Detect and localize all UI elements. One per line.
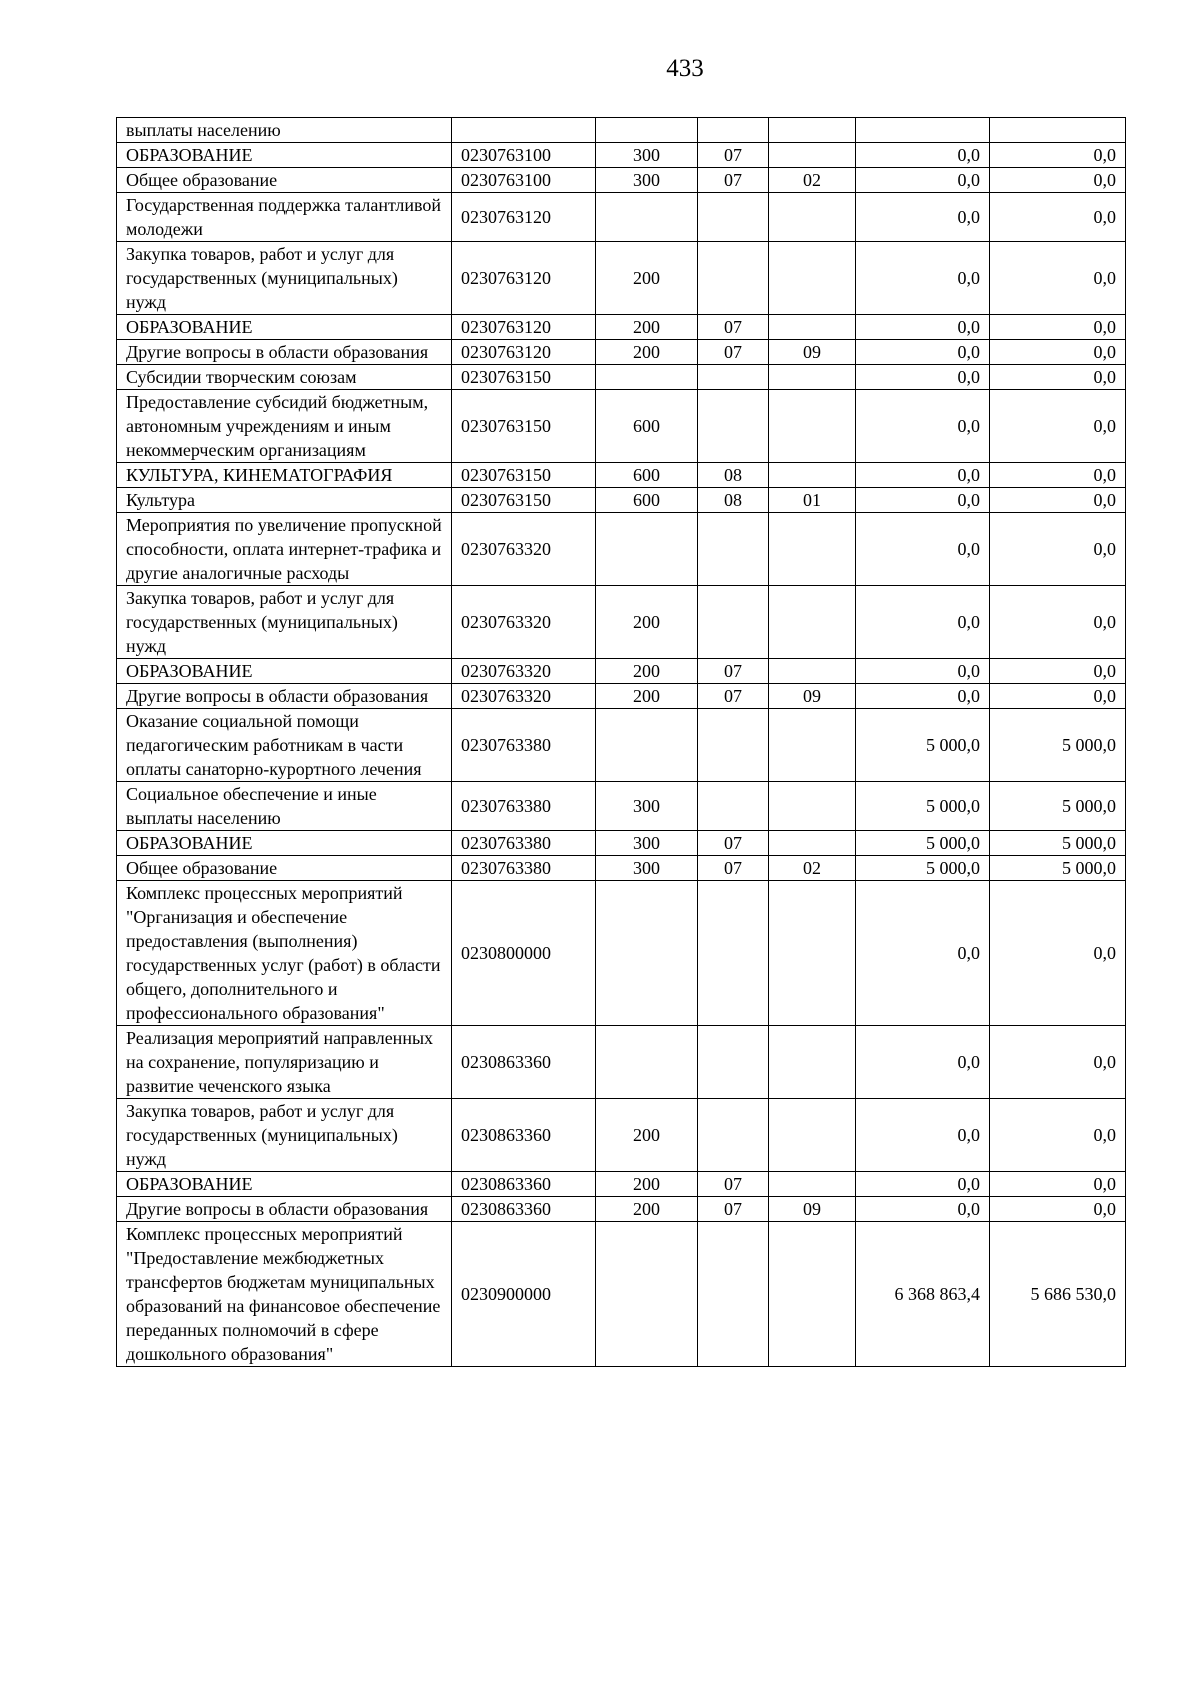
table-row <box>117 315 1126 340</box>
cell-name: Мероприятия по увеличение пропускной способности, оплата интернет-трафика и другие аналогичные расходы <box>117 513 452 586</box>
cell-section <box>698 881 769 1026</box>
cell-section <box>698 193 769 242</box>
cell-target-code: 0230863360 <box>452 1172 596 1197</box>
cell-name: Общее образование <box>117 168 452 193</box>
cell-amount-year-1: 0,0 <box>856 586 990 659</box>
cell-subsection <box>769 143 856 168</box>
cell-section <box>698 242 769 315</box>
cell-amount-year-2: 0,0 <box>990 488 1126 513</box>
cell-target-code: 0230763150 <box>452 365 596 390</box>
cell-subsection: 09 <box>769 1197 856 1222</box>
cell-amount-year-2: 5 000,0 <box>990 831 1126 856</box>
cell-target-code: 0230763150 <box>452 488 596 513</box>
cell-amount-year-1: 0,0 <box>856 659 990 684</box>
cell-amount-year-1: 0,0 <box>856 488 990 513</box>
cell-expense-type: 200 <box>596 684 698 709</box>
cell-section: 07 <box>698 1197 769 1222</box>
table-row <box>117 143 1126 168</box>
cell-amount-year-2: 0,0 <box>990 242 1126 315</box>
cell-target-code: 0230763120 <box>452 340 596 365</box>
cell-expense-type: 600 <box>596 463 698 488</box>
cell-target-code: 0230763320 <box>452 513 596 586</box>
cell-amount-year-2: 5 686 530,0 <box>990 1222 1126 1367</box>
cell-section: 08 <box>698 488 769 513</box>
table-row <box>117 1222 1126 1367</box>
cell-expense-type: 200 <box>596 586 698 659</box>
cell-expense-type <box>596 881 698 1026</box>
cell-amount-year-1: 0,0 <box>856 1197 990 1222</box>
cell-amount-year-2: 0,0 <box>990 513 1126 586</box>
cell-section <box>698 1026 769 1099</box>
cell-expense-type <box>596 513 698 586</box>
cell-amount-year-1: 5 000,0 <box>856 856 990 881</box>
cell-target-code: 0230863360 <box>452 1026 596 1099</box>
cell-amount-year-2: 0,0 <box>990 143 1126 168</box>
cell-subsection <box>769 586 856 659</box>
cell-amount-year-2: 0,0 <box>990 881 1126 1026</box>
cell-target-code: 0230900000 <box>452 1222 596 1367</box>
cell-amount-year-2: 0,0 <box>990 1099 1126 1172</box>
cell-expense-type <box>596 1026 698 1099</box>
cell-amount-year-2: 0,0 <box>990 390 1126 463</box>
table-row <box>117 1172 1126 1197</box>
cell-amount-year-2: 0,0 <box>990 1026 1126 1099</box>
cell-section: 07 <box>698 315 769 340</box>
cell-subsection <box>769 881 856 1026</box>
cell-name: Закупка товаров, работ и услуг для государственных (муниципальных) нужд <box>117 1099 452 1172</box>
cell-name: КУЛЬТУРА, КИНЕМАТОГРАФИЯ <box>117 463 452 488</box>
table-row <box>117 365 1126 390</box>
table-row <box>117 1099 1126 1172</box>
cell-target-code: 0230763120 <box>452 242 596 315</box>
cell-name: Комплекс процессных мероприятий "Предоставление межбюджетных трансфертов бюджетам муниципальных образований на финансовое обеспечение переданных полномочий в сфере дошкольного образования" <box>117 1222 452 1367</box>
cell-expense-type: 300 <box>596 831 698 856</box>
cell-section <box>698 586 769 659</box>
cell-target-code: 0230763380 <box>452 831 596 856</box>
cell-name: ОБРАЗОВАНИЕ <box>117 831 452 856</box>
cell-name: Комплекс процессных мероприятий "Организация и обеспечение предоставления (выполнения) государственных услуг (работ) в области общего, дополнительного и профессионального образования" <box>117 881 452 1026</box>
cell-section <box>698 1099 769 1172</box>
cell-amount-year-2: 0,0 <box>990 365 1126 390</box>
cell-target-code: 0230763100 <box>452 168 596 193</box>
table-row <box>117 340 1126 365</box>
cell-target-code: 0230763120 <box>452 315 596 340</box>
cell-name: Другие вопросы в области образования <box>117 340 452 365</box>
cell-name: Другие вопросы в области образования <box>117 1197 452 1222</box>
cell-subsection <box>769 709 856 782</box>
table-row <box>117 193 1126 242</box>
cell-expense-type: 200 <box>596 315 698 340</box>
cell-subsection <box>769 118 856 143</box>
cell-subsection <box>769 513 856 586</box>
cell-expense-type: 300 <box>596 782 698 831</box>
cell-subsection <box>769 463 856 488</box>
cell-amount-year-1: 0,0 <box>856 242 990 315</box>
cell-section: 08 <box>698 463 769 488</box>
cell-subsection <box>769 390 856 463</box>
cell-subsection: 09 <box>769 340 856 365</box>
cell-amount-year-1: 0,0 <box>856 193 990 242</box>
table-row <box>117 488 1126 513</box>
cell-name: ОБРАЗОВАНИЕ <box>117 143 452 168</box>
cell-amount-year-1: 0,0 <box>856 1099 990 1172</box>
table-row <box>117 586 1126 659</box>
cell-subsection: 09 <box>769 684 856 709</box>
cell-amount-year-2: 0,0 <box>990 1172 1126 1197</box>
cell-expense-type: 600 <box>596 390 698 463</box>
cell-section: 07 <box>698 856 769 881</box>
cell-subsection <box>769 315 856 340</box>
cell-section <box>698 365 769 390</box>
cell-name: Предоставление субсидий бюджетным, автономным учреждениям и иным некоммерческим организациям <box>117 390 452 463</box>
cell-expense-type <box>596 1222 698 1367</box>
cell-section <box>698 1222 769 1367</box>
cell-amount-year-2: 0,0 <box>990 340 1126 365</box>
cell-name: Реализация мероприятий направленных на сохранение, популяризацию и развитие чеченского языка <box>117 1026 452 1099</box>
cell-amount-year-1: 0,0 <box>856 390 990 463</box>
cell-amount-year-2: 0,0 <box>990 463 1126 488</box>
cell-amount-year-1: 0,0 <box>856 881 990 1026</box>
cell-section <box>698 709 769 782</box>
cell-amount-year-1 <box>856 118 990 143</box>
table-row <box>117 881 1126 1026</box>
cell-name: Государственная поддержка талантливой молодежи <box>117 193 452 242</box>
cell-section: 07 <box>698 143 769 168</box>
cell-section: 07 <box>698 659 769 684</box>
cell-amount-year-2: 0,0 <box>990 168 1126 193</box>
cell-subsection: 02 <box>769 856 856 881</box>
cell-target-code: 0230763150 <box>452 463 596 488</box>
cell-subsection <box>769 659 856 684</box>
cell-amount-year-1: 0,0 <box>856 1026 990 1099</box>
cell-name: ОБРАЗОВАНИЕ <box>117 659 452 684</box>
cell-target-code: 0230763100 <box>452 143 596 168</box>
cell-amount-year-1: 0,0 <box>856 340 990 365</box>
cell-target-code: 0230763150 <box>452 390 596 463</box>
cell-name: выплаты населению <box>117 118 452 143</box>
cell-name: Оказание социальной помощи педагогическим работникам в части оплаты санаторно-курортного лечения <box>117 709 452 782</box>
table-row <box>117 831 1126 856</box>
cell-subsection <box>769 1026 856 1099</box>
cell-amount-year-2: 0,0 <box>990 684 1126 709</box>
cell-amount-year-1: 0,0 <box>856 463 990 488</box>
cell-subsection <box>769 1172 856 1197</box>
table-row <box>117 513 1126 586</box>
cell-amount-year-1: 0,0 <box>856 1172 990 1197</box>
cell-expense-type: 200 <box>596 1197 698 1222</box>
table-row <box>117 709 1126 782</box>
budget-table <box>116 117 1126 1367</box>
cell-expense-type: 200 <box>596 659 698 684</box>
table-row <box>117 659 1126 684</box>
cell-subsection <box>769 831 856 856</box>
cell-target-code <box>452 118 596 143</box>
cell-section: 07 <box>698 831 769 856</box>
cell-amount-year-1: 5 000,0 <box>856 831 990 856</box>
cell-name: Субсидии творческим союзам <box>117 365 452 390</box>
cell-target-code: 0230800000 <box>452 881 596 1026</box>
cell-name: ОБРАЗОВАНИЕ <box>117 315 452 340</box>
cell-subsection <box>769 193 856 242</box>
cell-expense-type: 300 <box>596 856 698 881</box>
cell-name: Социальное обеспечение и иные выплаты населению <box>117 782 452 831</box>
cell-name: ОБРАЗОВАНИЕ <box>117 1172 452 1197</box>
cell-name: Закупка товаров, работ и услуг для государственных (муниципальных) нужд <box>117 242 452 315</box>
cell-target-code: 0230763380 <box>452 709 596 782</box>
table-row <box>117 856 1126 881</box>
cell-expense-type: 200 <box>596 1172 698 1197</box>
cell-section <box>698 390 769 463</box>
cell-name: Общее образование <box>117 856 452 881</box>
cell-amount-year-1: 0,0 <box>856 513 990 586</box>
cell-target-code: 0230763380 <box>452 782 596 831</box>
cell-amount-year-2: 0,0 <box>990 193 1126 242</box>
cell-expense-type <box>596 193 698 242</box>
table-row <box>117 168 1126 193</box>
cell-name: Культура <box>117 488 452 513</box>
cell-section: 07 <box>698 168 769 193</box>
cell-amount-year-2: 5 000,0 <box>990 856 1126 881</box>
cell-target-code: 0230763320 <box>452 659 596 684</box>
table-row <box>117 684 1126 709</box>
cell-expense-type: 200 <box>596 340 698 365</box>
cell-amount-year-2: 5 000,0 <box>990 782 1126 831</box>
table-row <box>117 463 1126 488</box>
cell-section <box>698 513 769 586</box>
table-row <box>117 242 1126 315</box>
cell-name: Другие вопросы в области образования <box>117 684 452 709</box>
cell-expense-type: 200 <box>596 1099 698 1172</box>
cell-amount-year-2: 0,0 <box>990 586 1126 659</box>
cell-amount-year-1: 6 368 863,4 <box>856 1222 990 1367</box>
table-row <box>117 118 1126 143</box>
cell-amount-year-1: 0,0 <box>856 365 990 390</box>
cell-target-code: 0230763120 <box>452 193 596 242</box>
cell-amount-year-1: 5 000,0 <box>856 709 990 782</box>
cell-expense-type: 200 <box>596 242 698 315</box>
cell-expense-type <box>596 365 698 390</box>
cell-name: Закупка товаров, работ и услуг для государственных (муниципальных) нужд <box>117 586 452 659</box>
cell-subsection: 02 <box>769 168 856 193</box>
cell-expense-type: 600 <box>596 488 698 513</box>
cell-amount-year-1: 5 000,0 <box>856 782 990 831</box>
cell-expense-type <box>596 709 698 782</box>
cell-subsection <box>769 782 856 831</box>
page-number: 433 <box>666 55 704 82</box>
cell-target-code: 0230863360 <box>452 1197 596 1222</box>
cell-subsection <box>769 1222 856 1367</box>
cell-amount-year-2: 5 000,0 <box>990 709 1126 782</box>
cell-subsection <box>769 365 856 390</box>
cell-subsection <box>769 1099 856 1172</box>
cell-amount-year-2: 0,0 <box>990 659 1126 684</box>
cell-amount-year-2 <box>990 118 1126 143</box>
cell-target-code: 0230763380 <box>452 856 596 881</box>
cell-expense-type: 300 <box>596 143 698 168</box>
cell-amount-year-1: 0,0 <box>856 315 990 340</box>
table-row <box>117 782 1126 831</box>
table-row <box>117 390 1126 463</box>
cell-amount-year-2: 0,0 <box>990 315 1126 340</box>
cell-expense-type <box>596 118 698 143</box>
cell-target-code: 0230863360 <box>452 1099 596 1172</box>
cell-section <box>698 782 769 831</box>
cell-amount-year-1: 0,0 <box>856 143 990 168</box>
cell-target-code: 0230763320 <box>452 684 596 709</box>
table-row <box>117 1026 1126 1099</box>
cell-section: 07 <box>698 684 769 709</box>
cell-section <box>698 118 769 143</box>
cell-subsection <box>769 242 856 315</box>
table-row <box>117 1197 1126 1222</box>
cell-target-code: 0230763320 <box>452 586 596 659</box>
cell-subsection: 01 <box>769 488 856 513</box>
cell-amount-year-2: 0,0 <box>990 1197 1126 1222</box>
cell-amount-year-1: 0,0 <box>856 684 990 709</box>
cell-expense-type: 300 <box>596 168 698 193</box>
cell-amount-year-1: 0,0 <box>856 168 990 193</box>
table-body <box>117 118 1126 1367</box>
cell-section: 07 <box>698 1172 769 1197</box>
cell-section: 07 <box>698 340 769 365</box>
